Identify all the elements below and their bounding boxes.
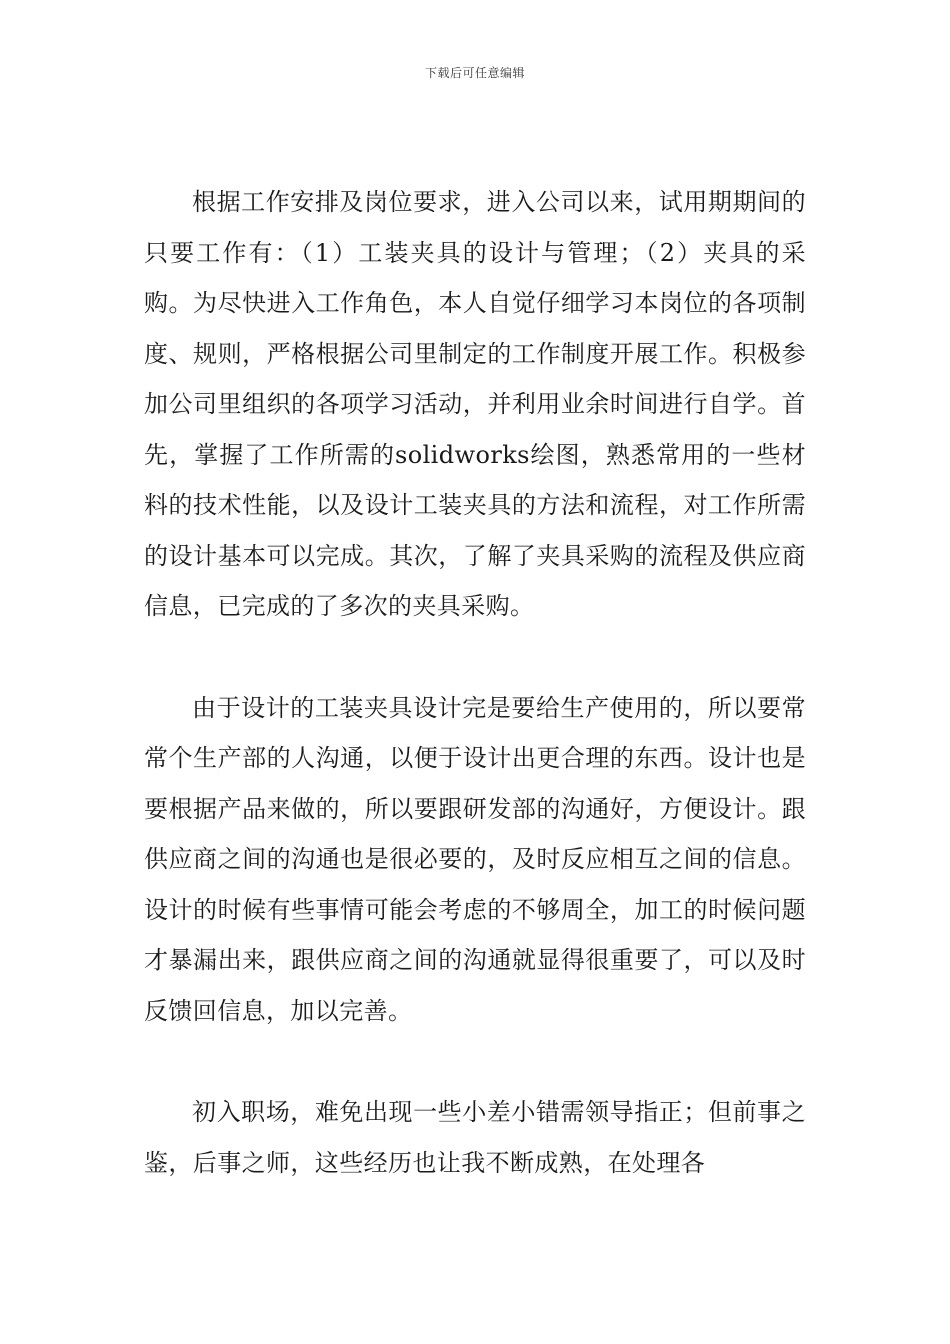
document-body bbox=[144, 177, 806, 1188]
paragraph-2: 由于设计的工装夹具设计完是要给生产使用的，所以要常常个生产部的人沟通，以便于设计出更合理的东西。设计也是要根据产品来做的，所以要跟研发部的沟通好，方便设计。跟供应商之间的沟通也是很必要的，及时反应相互之间的信息。设计的时候有些事情可能会考虑的不够周全，加工的时候问题才暴漏出来，跟供应商之间的沟通就显得很重要了，可以及时反馈回信息，加以完善。 bbox=[144, 693, 806, 1025]
paragraph-1: 根据工作安排及岗位要求，进入公司以来，试用期期间的只要工作有：（1）工装夹具的设计与管理；（2）夹具的采购。为尽快进入工作角色，本人自觉仔细学习本岗位的各项制度、规则，严格根据公司里制定的工作制度开展工作。积极参加公司里组织的各项学习活动，并利用业余时间进行自学。首先，掌握了工作所需的solidworks绘图，熟悉常用的一些材料的技术性能，以及设计工装夹具的方法和流程，对工作所需的设计基本可以完成。其次，了解了夹具采购的流程及供应商信息，已完成的了多次的夹具采购。 bbox=[144, 188, 806, 620]
page-header: 下载后可任意编辑 bbox=[424, 66, 525, 80]
paragraph-3: 初入职场，难免出现一些小差小错需领导指正；但前事之鉴，后事之师，这些经历也让我不断成熟，在处理各 bbox=[144, 1098, 806, 1177]
